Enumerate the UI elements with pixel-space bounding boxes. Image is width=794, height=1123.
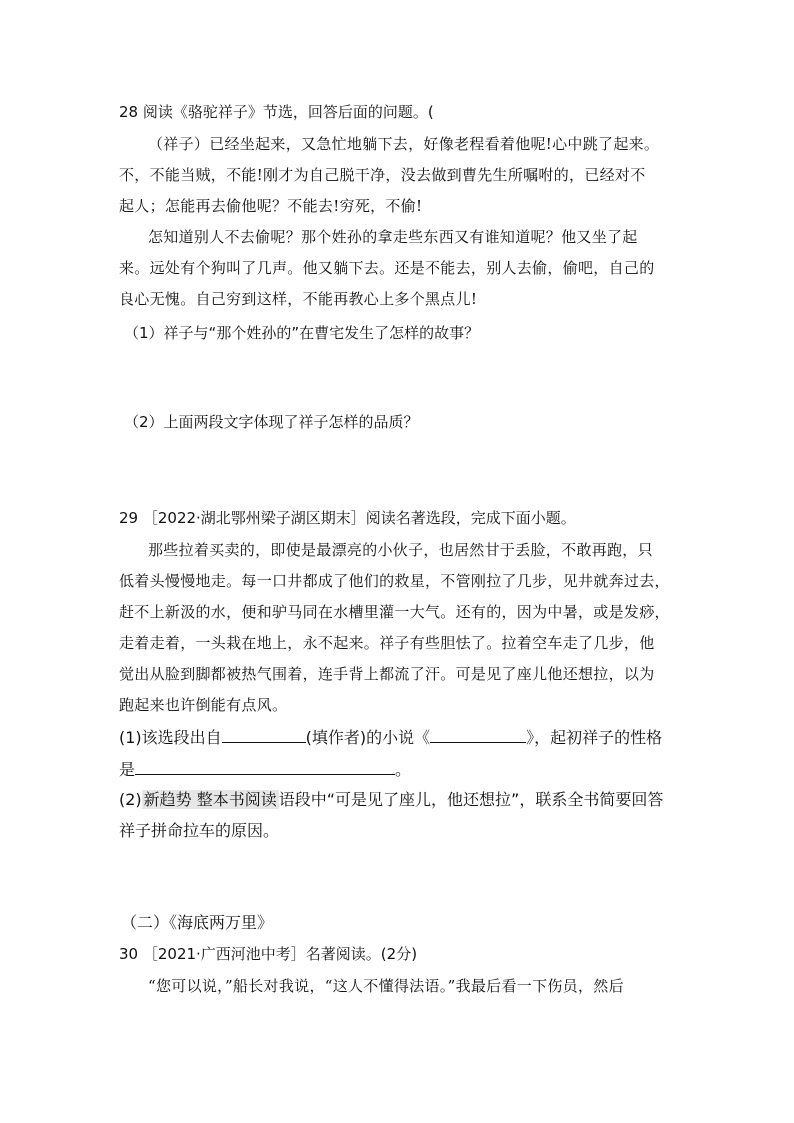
q29-subquestion-2-cont: 祥子拼命拉车的原因。	[119, 821, 280, 840]
q29-sub2-text: 语段中“可是见了座儿，他还想拉”，联系全书简要回答	[278, 790, 664, 809]
author-answer-blank[interactable]	[222, 728, 306, 743]
q29-passage-line-3: 赶不上新汲的水，便和驴马同在水槽里灌一大气。还有的，因为中暑，或是发痧，	[119, 603, 670, 621]
q29-passage-line-4: 走着走着，一头栽在地上，永不起来。祥子有些胆怯了。拉着空车走了几步，他	[119, 634, 655, 652]
personality-answer-blank[interactable]	[135, 760, 395, 775]
q28-passage-line-6: 良心无愧。自己穷到这样，不能再教心上多个黑点儿!	[119, 290, 478, 308]
q29-sub1-text-a: (1)该选段出自	[119, 728, 222, 747]
q30-passage-line-1: “您可以说，”船长对我说，“这人不懂得法语。”我最后看一下伤员，然后	[148, 977, 624, 995]
q29-sub1-text-d: 是	[119, 760, 136, 779]
q29-sub1-text-e: 。	[395, 760, 412, 779]
q29-subquestion-2	[119, 792, 663, 808]
q29-passage-line-2: 低着头慢慢地走。每一口井都成了他们的救星，不管刚拉了几步，见井就奔过去，	[119, 572, 670, 590]
q28-passage-line-2: 不，不能当贼，不能!刚才为自己脱干净，没去做到曹先生所嘱咐的，已经对不	[119, 166, 646, 184]
q29-subquestion-1	[119, 728, 662, 746]
section-2-title: （二）《海底两万里》	[121, 913, 274, 932]
q28-subquestion-1: （1）祥子与“那个姓孙的”在曹宅发生了怎样的故事？	[124, 324, 480, 342]
q28-passage-line-4: 怎知道别人不去偷呢？那个姓孙的拿走些东西又有谁知道呢？他又坐了起	[148, 228, 638, 246]
q29-subquestion-1-cont	[119, 760, 411, 778]
q29-passage-line-5: 觉出从脸到脚都被热气围着，连手背上都流了汗。可是见了座儿他还想拉，以为	[119, 665, 655, 683]
q28-passage-line-1: （祥子）已经坐起来，又急忙地躺下去，好像老程看着他呢!心中跳了起来。	[148, 135, 660, 153]
q30-title: 30 ［2021·广西河池中考］名著阅读。(2分)	[119, 945, 418, 963]
q29-sub2-prefix: (2)	[119, 790, 142, 809]
novel-title-answer-blank[interactable]	[430, 728, 526, 743]
q29-sub1-text-c: 》，起初祥子的性格	[526, 728, 663, 747]
q29-trend-tag: 新趋势 整本书阅读	[143, 790, 277, 809]
q29-title: 29 ［2022·湖北鄂州梁子湖区期末］阅读名著选段，完成下面小题。	[119, 509, 576, 527]
q28-title: 28 阅读《骆驼祥子》节选，回答后面的问题。(	[119, 103, 434, 121]
q28-passage-line-5: 来。远处有个狗叫了几声。他又躺下去。还是不能去，别人去偷，偷吧，自己的	[119, 259, 655, 277]
q29-passage-line-6: 跑起来也许倒能有点风。	[119, 696, 288, 714]
q29-passage-line-1: 那些拉着买卖的，即使是最漂亮的小伙子，也居然甘于丢脸，不敢再跑，只	[148, 541, 653, 559]
q29-sub1-text-b: (填作者)的小说《	[305, 728, 431, 747]
q28-passage-line-3: 起人；怎能再去偷他呢？不能去!穷死，不偷!	[119, 197, 423, 215]
q28-subquestion-2: （2）上面两段文字体现了祥子怎样的品质？	[124, 413, 419, 431]
